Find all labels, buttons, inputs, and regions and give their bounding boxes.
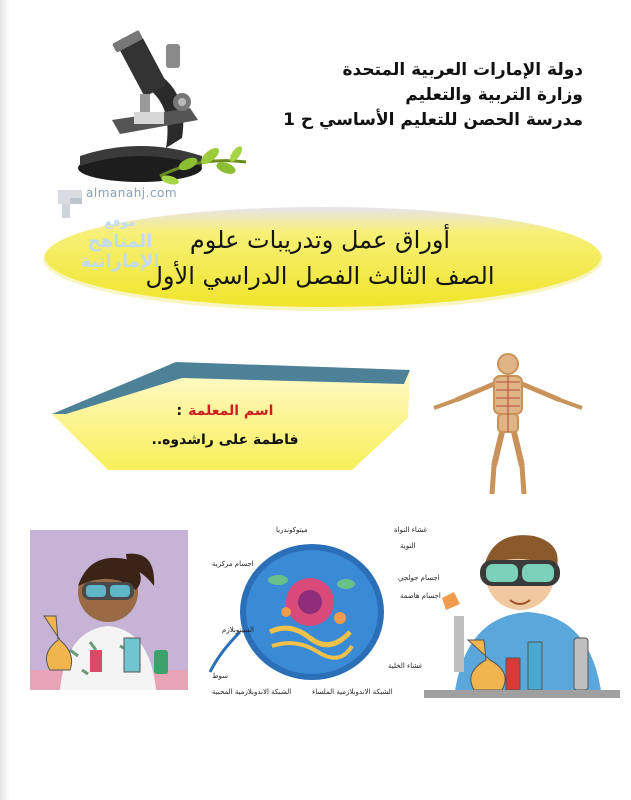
ministry-name: وزارة التربية والتعليم [405, 85, 583, 105]
girl-scientist-image [30, 530, 188, 690]
cell-label-mitochondria: ميتوكوندريا [276, 526, 308, 534]
teacher-label-row [100, 400, 350, 422]
cell-label-centrioles: اجسام مركزية [212, 560, 254, 568]
watermark-name-text: المناهج الإماراتية [80, 231, 160, 272]
animal-cell-diagram [200, 522, 430, 697]
cell-label-cell-membrane: غشاء الخلية [388, 662, 423, 670]
teacher-info [100, 400, 350, 454]
school-name: مدرسة الحصن للتعليم الأساسي ح 1 [283, 110, 583, 130]
cell-label-golgi: اجسام جولجي [398, 574, 440, 582]
document-title [60, 222, 580, 294]
teacher-name: فاطمة على راشدوه.. [151, 432, 299, 448]
cell-label-smooth-er: الشبكة الاندوبلازمية الملساء [312, 688, 393, 696]
cell-label-flagellum: سوط [212, 672, 228, 680]
boy-scientist-image [424, 520, 620, 698]
cell-label-lysosomes: اجسام هاضمة [400, 592, 441, 600]
cell-label-rough-er: الشبكة الاندوبلازمية المحببة [212, 688, 292, 696]
human-skeleton-image [428, 350, 588, 500]
cell-label-nuclear-membrane: غشاء النواة [394, 526, 427, 534]
cell-label-cytoplasm: السيتوبلازم [222, 626, 255, 634]
watermark-site: almanahj.com [86, 186, 178, 200]
teacher-label: اسم المعلمة [188, 403, 274, 419]
page-edge-shadow [0, 0, 10, 800]
teacher-colon: : [176, 403, 183, 419]
watermark-small-text: موقع [104, 215, 136, 229]
country-name: دولة الإمارات العربية المتحدة [342, 60, 583, 80]
title-line-1: أوراق عمل وتدريبات علوم [189, 226, 451, 254]
school-header [283, 58, 583, 133]
cell-label-nucleolus: النوية [400, 542, 416, 550]
microscope-image [70, 28, 250, 190]
title-line-2: الصف الثالث الفصل الدراسي الأول [145, 262, 495, 290]
